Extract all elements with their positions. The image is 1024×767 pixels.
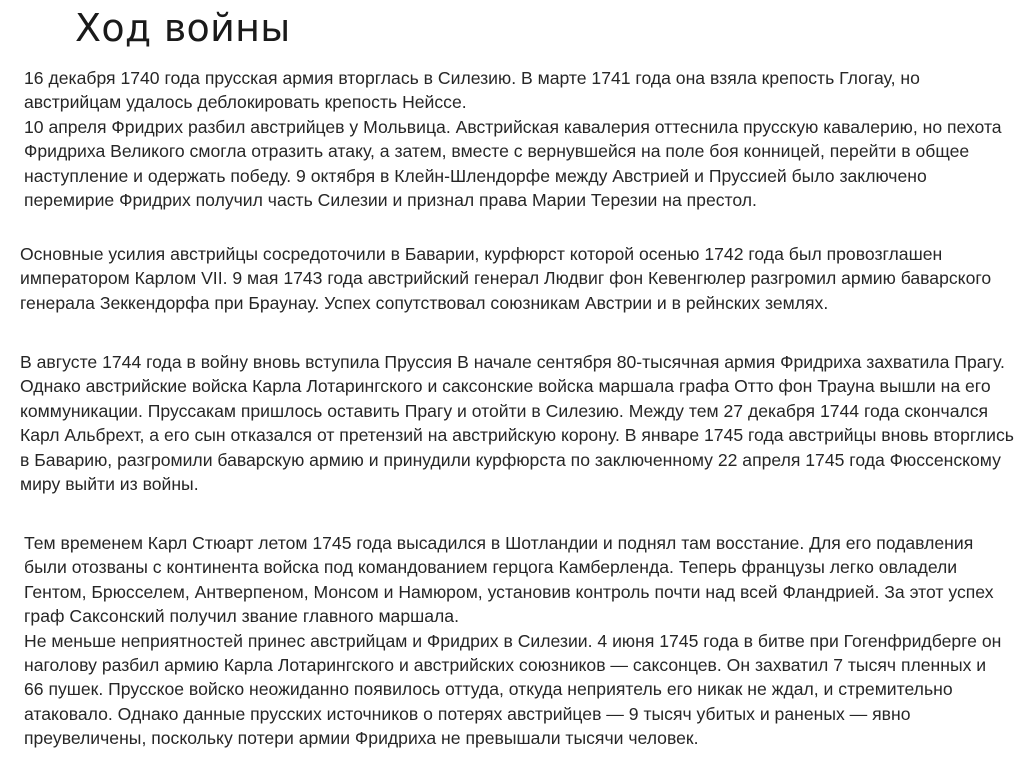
text-block-prussia-reenters <box>20 350 1015 496</box>
text-block-scotland-and-hohenfriedberg <box>24 531 1009 751</box>
paragraph: Тем временем Карл Стюарт летом 1745 года высадился в Шотландии и поднял там восстание. Для его подавления были отозваны с континента войска под командованием герцога Камберленда. Теперь французы легко овладели Гентом, Брюсселем, Антверпеном, Монсом и Намюром, установив контроль почти над всей Фландрией. За этот успех граф Саксонский получил звание главного маршала. <box>24 533 994 627</box>
paragraph: Не меньше неприятностей принес австрийцам и Фридрих в Силезии. 4 июня 1745 года в битве при Гогенфридберге он наголову разбил армию Карла Лотарингского и австрийских союзников — саксонцев. Он захватил 7 тысяч пленных и 66 пушек. Прусское войско неожиданно появилось оттуда, откуда неприятель его никак не ждал, и стремительно атаковало. Однако данные прусских источников о потерях австрийцев — 9 тысяч убитых и раненых — явно преувеличены, поскольку потери армии Фридриха не превышали тысячи человек. <box>24 630 1002 749</box>
slide-title: Ход войны <box>75 6 291 50</box>
paragraph: 10 апреля Фридрих разбил австрийцев у Мольвица. Австрийская кавалерия оттеснила прусскую кавалерию, но пехота Фридриха Великого смогла отразить атаку, а затем, вместе с вернувшейся на поле боя конницей, перейти в общее наступление и одержать победу. 9 октября в Клейн-Шлендорфе между Австрией и Пруссией было заключено перемирие Фридрих получил часть Силезии и признал права Марии Терезии на престол. <box>24 116 1002 211</box>
text-block-invasion-of-silesia <box>24 66 1009 212</box>
text-block-bavaria <box>20 242 1010 315</box>
paragraph: Основные усилия австрийцы сосредоточили в Баварии, курфюрст которой осенью 1742 года был провозглашен императором Карлом VII. 9 мая 1743 года австрийский генерал Людвиг фон Кевенгюлер разгромил армию баварского генерала Зеккендорфа при Браунау. Успех сопутствовал союзникам Австрии и в рейнских землях. <box>20 244 992 313</box>
paragraph: 16 декабря 1740 года прусская армия вторглась в Силезию. В марте 1741 года она взяла крепость Глогау, но австрийцам удалось деблокировать крепость Нейссе. <box>24 68 920 113</box>
paragraph: В августе 1744 года в войну вновь вступила Пруссия В начале сентября 80-тысячная армия Фридриха захватила Прагу. Однако австрийские войска Карла Лотарингского и саксонские войска маршала графа Отто фон Трауна вышли на его коммуникации. Пруссакам пришлось оставить Прагу и отойти в Силезию. Между тем 27 декабря 1744 года скончался Карл Альбрехт, а его сын отказался от претензий на австрийскую корону. В январе 1745 года австрийцы вновь вторглись в Баварию, разгромили баварскую армию и принудили курфюрста по заключенному 22 апреля 1745 года Фюссенскому миру выйти из войны. <box>20 352 1014 495</box>
